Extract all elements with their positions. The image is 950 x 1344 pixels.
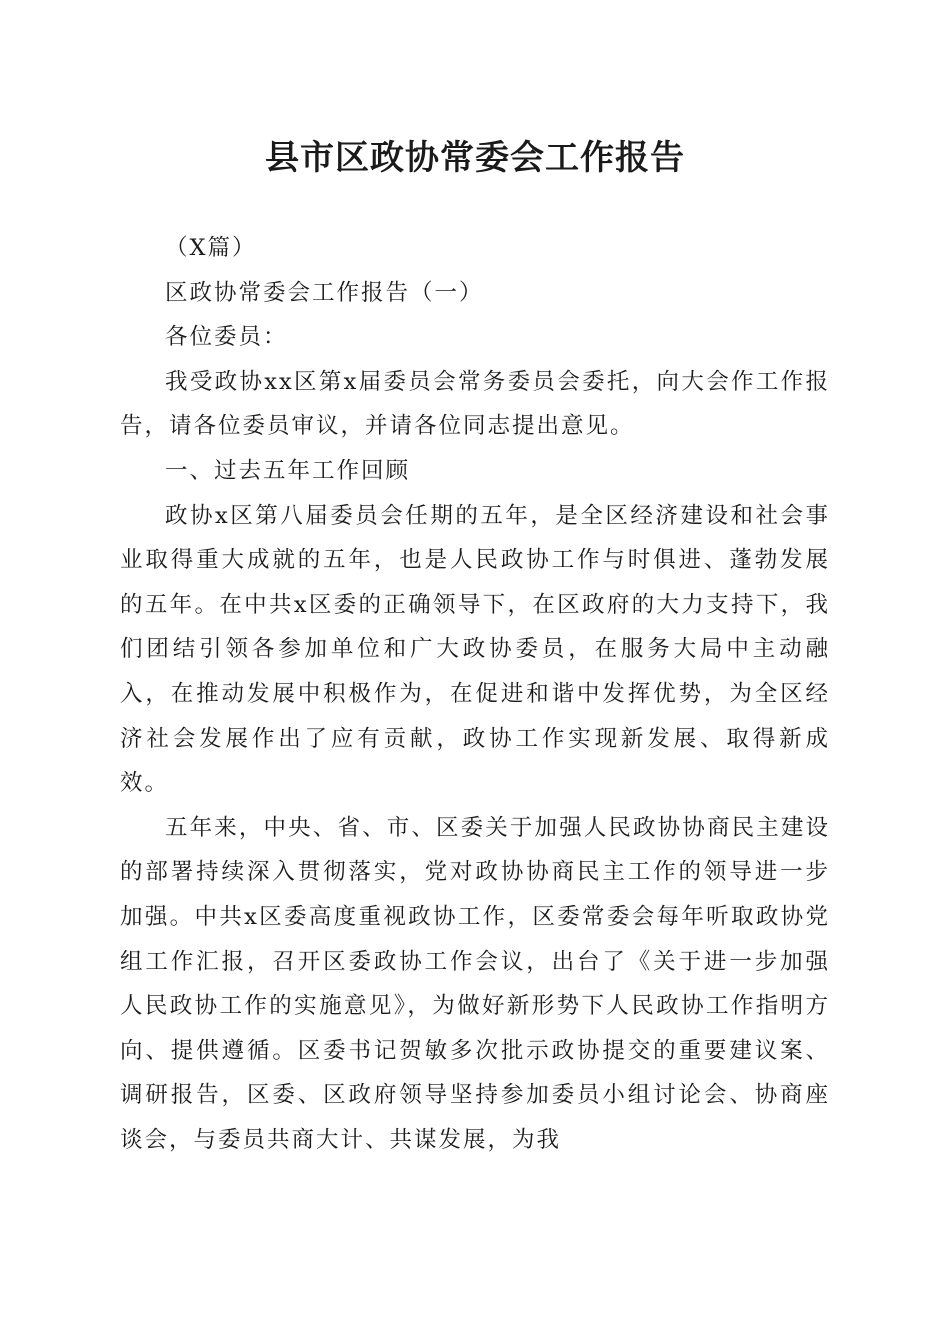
report-heading: 区政协常委会工作报告（一） bbox=[165, 279, 484, 306]
document-title: 县市区政协常委会工作报告 bbox=[265, 138, 685, 178]
salutation: 各位委员： bbox=[165, 324, 288, 351]
section-heading: 一、过去五年工作回顾 bbox=[165, 457, 411, 484]
document-body bbox=[120, 226, 830, 1162]
document-subtitle: （X篇） bbox=[165, 235, 257, 261]
paragraph: 政协x区第八届委员会任期的五年，是全区经济建设和社会事业取得重大成就的五年，也是人民政协工作与时俱进、蓬勃发展的五年。在中共x区委的正确领导下，在区政府的大力支持下，我们团结引领各参加单位和广大政协委员，在服务大局中主动融入，在推动发展中积极作为，在促进和谐中发挥优势，为全区经济社会发展作出了应有贡献，政协工作实现新发展、取得新成效。 bbox=[120, 502, 830, 797]
paragraph: 五年来，中央、省、市、区委关于加强人民政协协商民主建设的部署持续深入贯彻落实，党对政协协商民主工作的领导进一步加强。中共x区委高度重视政协工作，区委常委会每年听取政协党组工作汇报，召开区委政协工作会议，出台了《关于进一步加强人民政协工作的实施意见》，为做好新形势下人民政协工作指明方向、提供遵循。区委书记贺敏多次批示政协提交的重要建议案、调研报告，区委、区政府领导坚持参加委员小组讨论会、协商座谈会，与委员共商大计、共谋发展，为我 bbox=[120, 814, 830, 1153]
paragraph: 我受政协xx区第x届委员会常务委员会委托，向大会作工作报告，请各位委员审议，并请各位同志提出意见。 bbox=[120, 368, 830, 440]
